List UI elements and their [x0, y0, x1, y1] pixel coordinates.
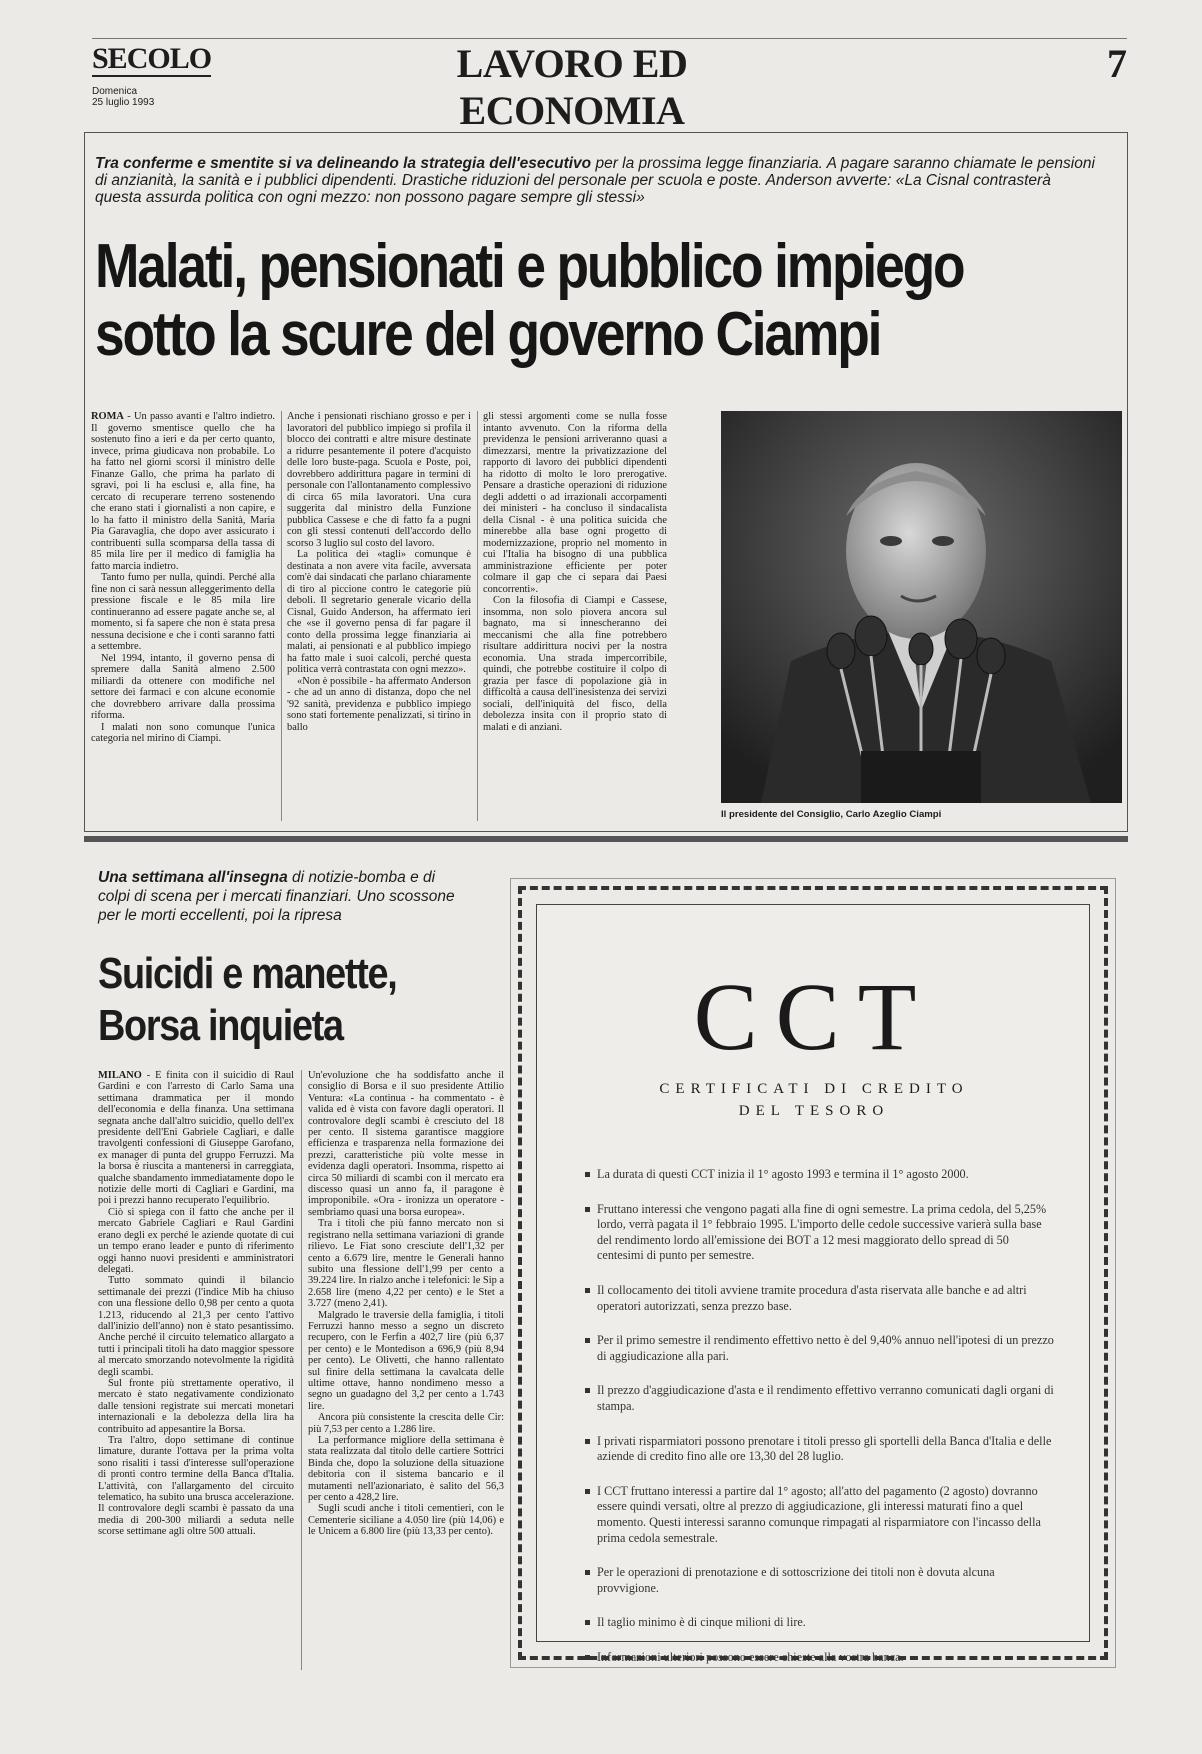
paragraph: Tra i titoli che più fanno mercato non si registrano nella settimana variazioni di grande rilievo. Le Fiat sono cresciute dell'1,32 per cento a 6.679 lire, mentre le Generali hanno subito una flessione dell'1,99 per cento a 39.224 lire. In rialzo anche i telefonici: le Sip a 2.658 lire (meno 4,22 per cento) e le Stet a 3.727 (meno 2,41).: [308, 1218, 504, 1310]
top-article-headline: [95, 233, 972, 369]
photo-caption: Il presidente del Consiglio, Carlo Azeglio Ciampi: [721, 809, 942, 820]
bullet-icon: [585, 1620, 590, 1625]
paragraph: «Non è possibile - ha affermato Anderson - che ad un anno di distanza, dopo che nel '92 sanità, previdenza e pubblico impiego sono stati fortemente penalizzati, si tirino in ballo: [287, 675, 471, 733]
ad-term-text: Fruttano interessi che vengono pagati alla fine di ogni semestre. La prima cedola, del 5,25% lordo, verrà pagata il 1° febbraio 1995. L'importo delle cedole successive varierà sulla base del rendimento lordo all'emissione dei BOT a 12 mesi maggiorato dello spread di 50 centesimi di punto per semestre.: [597, 1201, 1047, 1263]
bottom-headline-line1: Suicidi e manette,: [98, 949, 397, 998]
paragraph: Malgrado le traversie della famiglia, i titoli Ferruzzi hanno messo a segno un discreto recupero, con le Ferfin a 402,7 lire (più 6,37 per cento) e le Montedison a 696,9 (più 8,94 per cento). Le Olivetti, che hanno rallentato sul finire della settimana la cavalcata delle ultime ottave, hanno nondimeno messo a segno un guadagno del 3,2 per cento a 1.743 lire.: [308, 1309, 504, 1412]
top-article-kicker: [95, 155, 1095, 206]
section-divider: [84, 836, 1128, 842]
top-headline-line1: Malati, pensionati e pubblico impiego: [95, 232, 964, 301]
top-article-column-3: [483, 411, 667, 823]
paragraph: Con la filosofia di Ciampi e Cassese, insomma, non solo piovera ancora sul bagnato, ma si innescheranno dei meccanismi che alla fine potrebbero risultare addirittura nocivi per la nostra economia. Una strada impercorribile, quindi, che potrebbe costituire il colpo di grazia per fasce di popolazione già in difficoltà a causa dell'inesistenza dei servizi sociali, dell'iniquità del fisco, della debolezza insita con il proprio stato di malati e di anziani.: [483, 595, 667, 733]
top-dateline: ROMA: [91, 411, 124, 422]
bullet-icon: [585, 1338, 590, 1343]
bottom-kicker-rest: di notizie-bomba e di colpi di scena per i mercati finanziari. Uno scossone per le morti eccellenti, poi la ripresa: [98, 869, 455, 924]
bullet-icon: [585, 1207, 590, 1212]
ad-term-item: [597, 1484, 1057, 1546]
bullet-icon: [585, 1172, 590, 1177]
bullet-icon: [585, 1655, 590, 1660]
top-article: [84, 132, 1128, 832]
paragraph: Un'evoluzione che ha soddisfatto anche il consiglio di Borsa e il suo presidente Attilio Ventura: «La continua - ha commentato - è valida ed è vista con favore dagli operatori. Il controvalore degli scambi è cresciuto del 18 per cento. Il sistema garantisce maggiore efficienza e trasparenza nella formazione dei prezzi, caratteristiche più volte messe in evidenza dagli operatori. Insomma, rispetto ai circa 50 miliardi di scambi con il mercato era discesso quasi un anno fa, il paragone è improponibile. «Ora - ironizza un operatore - sembriamo quasi una borsa europea».: [308, 1070, 504, 1218]
bottom-kicker-bold: Una settimana all'insegna: [98, 869, 288, 886]
masthead: [92, 38, 1127, 133]
ad-terms-list: [597, 1167, 1057, 1684]
ad-term-item: [597, 1565, 1057, 1596]
paragraph: - È finita con il suicidio di Raul Gardini e con l'arresto di Carlo Sama una settimana drammatica per il mondo dell'economia e della finanza. Una settimana segnata anche dall'altro suicidio, quello dell'ex presidente dell'Eni Gabriele Cagliari, e dalle travolgenti confessioni di Giuseppe Garofano, ex manager di punta del gruppo Ferruzzi. Ma la borsa è riuscita a mantenersi in carreggiata, qualche sbandamento immediatamente dopo le notizie delle morti di Cagliari e Gardini, ma poi i prezzi hanno recuperato l'equilibrio.: [98, 1070, 294, 1207]
ad-term-item: [597, 1167, 1057, 1183]
ad-term-item: [597, 1202, 1057, 1264]
newspaper-logo: SECOLO: [92, 42, 212, 75]
issue-day: 25 luglio 1993: [92, 97, 155, 108]
bottom-dateline: MILANO: [98, 1070, 142, 1081]
paragraph: Ancora più consistente la crescita delle Cir: più 7,53 per cento a 1.286 lire.: [308, 1412, 504, 1435]
ad-term-text: I privati risparmiatori possono prenotare i titoli presso gli sportelli della Banca d'Italia e delle aziende di credito fino alle ore 13,30 del 28 luglio.: [597, 1433, 1052, 1464]
bottom-article-headline: [98, 948, 511, 1052]
ad-term-item: [597, 1434, 1057, 1465]
top-article-column-2: [287, 411, 471, 823]
ad-term-item: [597, 1383, 1057, 1414]
paragraph: Anche i pensionati rischiano grosso e per i lavoratori del pubblico impiego si profila il blocco dei contratti e altre misure destinate a ridurre pesantemente il potere d'acquisto delle loro buste-paga. Scuola e Poste, poi, dovrebbero addirittura pagare in termini di personale con l'allontanamento complessivo di circa 65 mila lavoratori. Una cura suggerita dal ministro della Funzione pubblica Cassese e che di fatto fa a pugni con gli stessi contenuti dell'accordo dello scorso 3 luglio sul costo del lavoro.: [287, 411, 471, 549]
photo-image: [721, 411, 1122, 803]
paragraph: gli stessi argomenti come se nulla fosse intanto avvenuto. Con la riforma della previdenza le pensioni arriveranno quasi a dimezzarsi, mentre la privatizzazione del rapporto di lavoro dei pubblici dipendenti ha ridotto di molto le loro prerogative. Pensare a drastiche operazioni di riduzione degli addetti o ad irrazionali accorpamenti dei ministeri - ha concluso il sindacalista della Cisnal - è una politica suicida che minerebbe alla base ogni progetto di modernizzazione, proprio nel momento in cui l'Italia ha bisogno di una pubblica amministrazione efficiente per poter colmare il gap che ci separa dai Paesi concorrenti».: [483, 411, 667, 595]
ciampi-photo: [721, 411, 1122, 803]
section-title: LAVORO ED ECONOMIA: [456, 41, 688, 133]
bottom-article-column-1: [98, 1070, 294, 1674]
bullet-icon: [585, 1288, 590, 1293]
ad-term-text: I CCT fruttano interessi a partire dal 1° agosto; all'atto del pagamento (2 agosto) dovranno essere quindi versati, oltre al prezzo di aggiudicazione, gli interessi maturati fino a quel momento. Questi interessi saranno comunque rimpagati al risparmiatore con l'incasso della prima cedola semestrale.: [597, 1483, 1041, 1545]
bottom-headline-line2: Borsa inquieta: [98, 1001, 343, 1050]
ad-subtitle-line1: CERTIFICATI DI CREDITO: [659, 1081, 969, 1097]
masthead-rule: [92, 38, 1127, 39]
ad-term-item: [597, 1615, 1057, 1631]
ad-content: [536, 904, 1090, 1664]
top-kicker-bold: Tra conferme e smentite si va delineando la strategia dell'esecutivo: [95, 155, 592, 172]
paragraph: I malati non sono comunque l'unica categoria nel mirino di Ciampi.: [91, 721, 275, 744]
ad-term-text: Informazioni ulteriori possono essere chieste alla vostra banca.: [597, 1649, 904, 1664]
bullet-icon: [585, 1439, 590, 1444]
cct-logo: CCT: [693, 963, 935, 1070]
ad-term-item: [597, 1283, 1057, 1314]
issue-date: [92, 86, 154, 108]
paragraph: La politica dei «tagli» comunque è destinata a non avere vita facile, avversata com'è dai sindacati che parlano chiaramente di tiro al piccione contro le categorie più deboli. Il segretario generale vicario della Cisnal, Guido Anderson, ha affermato ieri che «se il governo pensa di far pagare il conto della prossima legge finanziaria ai malati, ai pensionati e al pubblico impiego ha fatto male i suoi calcoli, perché questa politica verrà contrastata con ogni mezzo».: [287, 549, 471, 675]
cct-advertisement: [510, 878, 1116, 1668]
issue-weekday: Domenica: [92, 86, 138, 97]
bullet-icon: [585, 1489, 590, 1494]
column-rule: [281, 411, 282, 821]
ad-term-text: Il taglio minimo è di cinque milioni di lire.: [597, 1615, 806, 1630]
ad-term-item: [597, 1333, 1057, 1364]
ad-term-text: Il prezzo d'aggiudicazione d'asta e il rendimento effettivo verranno comunicati dagli organi di stampa.: [597, 1383, 1054, 1413]
paragraph: Sul fronte più strettamente operativo, il mercato è stato negativamente condizionato dalle tensioni registrate sui mercati monetari internazionali e la debolezza della lira ha contribuito ad appesantire la Borsa.: [98, 1377, 294, 1435]
bottom-article-kicker: [98, 868, 458, 925]
top-kicker-rest: per la prossima legge finanziaria. A pagare saranno chiamate le pensioni di anzianità, la sanità e i pubblici dipendenti. Drastiche riduzioni del personale per scuola e poste. Anderson avverte: «La Cisnal contrasterà questa assurda politica con ogni mezzo: non possono pagare sempre gli stessi»: [95, 155, 1095, 206]
paragraph: - Un passo avanti e l'altro indietro. Il governo smentisce quello che ha sostenuto fino a ieri e da per certo quanto, invece, prima giudicava non probabile. Lo ha fatto nel giorni scorsi il ministro delle Finanze Gallo, che prima ha parlato di sgravi, poi li ha esclusi e, alla fine, ha cercato di recuperare terreno sostenendo che erano stati i giornalisti a non capire, e lo ha fatto il ministro della Sanità, Maria Pia Garavaglia, che dopo aver assicurato i contribuenti sulla scomparsa della tassa di 85 mila lire per il medico di famiglia ha fatto marcia indietro.: [91, 411, 275, 572]
column-rule: [301, 1070, 302, 1670]
ad-term-text: Il collocamento dei titoli avviene tramite procedura d'asta riservata alle banche e ad altri operatori autorizzati, senza prezzo base.: [597, 1282, 1027, 1313]
bottom-article-column-2: [308, 1070, 504, 1674]
paragraph: Sugli scudi anche i titoli cementieri, con le Cementerie siciliane a 4.050 lire (più 14,06) e le Unicem a 6.800 lire (più 13,33 per cento).: [308, 1503, 504, 1538]
ad-term-text: La durata di questi CCT inizia il 1° agosto 1993 e termina il 1° agosto 2000.: [597, 1167, 969, 1181]
page-number: 7: [1107, 41, 1127, 86]
paragraph: Tanto fumo per nulla, quindi. Perché alla fine non ci sarà nessun alleggerimento della pressione fiscale e le 85 mila lire continueranno ad essere pagate anche se, al momento, si fa sapere che non è stata presa nessuna decisione e che i conti saranno fatti a settembre.: [91, 572, 275, 652]
column-rule: [477, 411, 478, 821]
paragraph: Tutto sommato quindi il bilancio settimanale dei prezzi (l'indice Mib ha chiuso con una flessione dello 0,98 per cento a quota 1.213, riducendo al 21,3 per cento l'attivo dall'inizio dell'anno) non è stato pesantissimo. Anche perché il circuito telematico allargato a tutti i principali titoli ha dato maggior spessore al mercato smorzando notevolmente la rigidità degli scambi.: [98, 1275, 294, 1378]
ad-term-text: Per le operazioni di prenotazione e di sottoscrizione dei titoli non è dovuta alcuna provvigione.: [597, 1565, 995, 1595]
bullet-icon: [585, 1570, 590, 1575]
top-article-column-1: [91, 411, 275, 823]
paragraph: Tra l'altro, dopo settimane di continue limature, durante l'ottava per la prima volta sono risaliti i tassi d'interesse sull'operazione di pronti contro termine della Banca d'Italia. L'attività, con l'allargamento del circuito telematico, ha subito una brusca accelerazione. Il controvalore degli scambi è passato da una media di 200-300 miliardi a seduta nelle scorse settimane agli oltre 500 attuali.: [98, 1435, 294, 1538]
ad-subtitle-line2: DEL TESORO: [738, 1103, 890, 1119]
bullet-icon: [585, 1388, 590, 1393]
ad-term-text: Per il primo semestre il rendimento effettivo netto è del 9,40% annuo nell'ipotesi di un prezzo di aggiudicazione alla pari.: [597, 1333, 1054, 1363]
paragraph: La performance migliore della settimana è stata realizzata dal titolo delle cartiere Sottrici Binda che, dopo la soluzione della situazione debitoria con il sistema bancario e il mutamenti nell'azionariato, è salito del 56,3 per cento a 428,2 lire.: [308, 1435, 504, 1504]
paragraph: Ciò si spiega con il fatto che anche per il mercato Gabriele Cagliari e Raul Gardini erano degli ex perché le aziende quotate di cui un tempo erano leader e punto di riferimento oggi hanno nuovi presidenti e amministratori delegati.: [98, 1206, 294, 1275]
paragraph: Nel 1994, intanto, il governo pensa di spremere dalla Sanità almeno 2.500 miliardi da ottenere con modifiche nel settore dei farmaci e con alcune economie che dovrebbero arrivare dalla prossima riforma.: [91, 652, 275, 721]
ad-term-item: [597, 1650, 1057, 1666]
top-headline-line2: sotto la scure del governo Ciampi: [95, 300, 881, 369]
